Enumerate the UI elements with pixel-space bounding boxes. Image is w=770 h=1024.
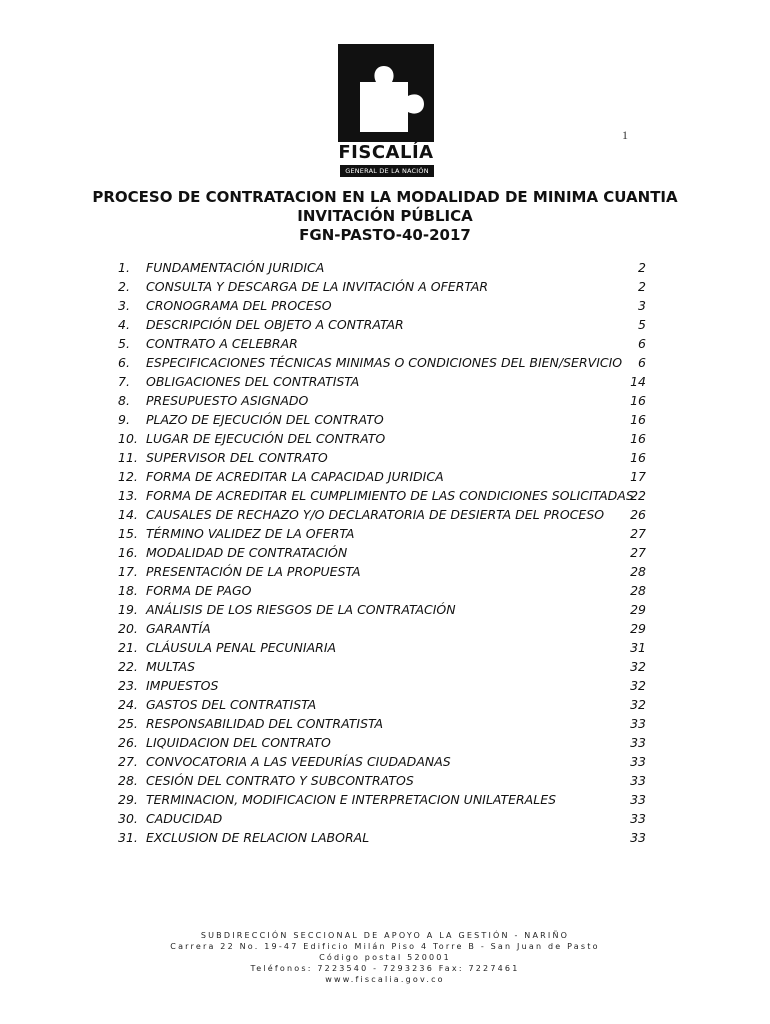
toc-item [118, 638, 646, 657]
toc-label: DESCRIPCIÓN DEL OBJETO A CONTRATAR [146, 317, 404, 332]
toc-page-number: 27 [630, 545, 646, 560]
toc-label: CAUSALES DE RECHAZO Y/O DECLARATORIA DE DESIERTA DEL PROCESO [146, 507, 605, 522]
toc-number: 16. [118, 545, 138, 560]
toc-page-number: 5 [638, 317, 646, 332]
toc-item [118, 600, 646, 619]
toc-number: 4. [118, 317, 130, 332]
toc-number: 20. [118, 621, 138, 636]
toc-page-number: 26 [630, 507, 646, 522]
toc-label: CESIÓN DEL CONTRATO Y SUBCONTRATOS [146, 773, 414, 788]
toc-page-number: 14 [630, 374, 646, 389]
toc-page-number: 16 [630, 412, 646, 427]
toc-page-number: 32 [630, 697, 646, 712]
toc-label: FUNDAMENTACIÓN JURIDICA [146, 260, 325, 275]
toc-number: 14. [118, 507, 138, 522]
toc-label: MULTAS [146, 659, 196, 674]
toc-item [118, 562, 646, 581]
toc-page-number: 6 [638, 336, 646, 351]
toc-number: 22. [118, 659, 138, 674]
toc-page-number: 28 [630, 564, 646, 579]
toc-number: 9. [118, 412, 130, 427]
toc-number: 2. [118, 279, 130, 294]
toc-number: 31. [118, 830, 138, 845]
toc-number: 12. [118, 469, 138, 484]
toc-item [118, 752, 646, 771]
toc-number: 15. [118, 526, 138, 541]
toc-label: ANÁLISIS DE LOS RIESGOS DE LA CONTRATACIÓN [146, 602, 456, 617]
toc-page-number: 27 [630, 526, 646, 541]
toc-item [118, 809, 646, 828]
toc-label: OBLIGACIONES DEL CONTRATISTA [146, 374, 360, 389]
toc-item [118, 505, 646, 524]
toc-page-number: 33 [630, 716, 646, 731]
toc-number: 8. [118, 393, 130, 408]
toc-item [118, 296, 646, 315]
toc-label: PRESUPUESTO ASIGNADO [146, 393, 309, 408]
document-title: PROCESO DE CONTRATACION EN LA MODALIDAD DE MINIMA CUANTIA [92, 188, 678, 206]
toc-label: RESPONSABILIDAD DEL CONTRATISTA [146, 716, 384, 731]
toc-number: 24. [118, 697, 138, 712]
toc-label: TÉRMINO VALIDEZ DE LA OFERTA [146, 526, 355, 541]
toc-item [118, 467, 646, 486]
brand-name: FISCALÍA [338, 142, 434, 163]
toc-item [118, 353, 646, 372]
toc-page-number: 33 [630, 773, 646, 788]
footer-office: SUBDIRECCIÓN SECCIONAL DE APOYO A LA GESTIÓN - NARIÑO [200, 931, 570, 940]
toc-label: LIQUIDACION DEL CONTRATO [146, 735, 331, 750]
toc-number: 1. [118, 260, 130, 275]
toc-page-number: 33 [630, 830, 646, 845]
toc-label: CONVOCATORIA A LAS VEEDURÍAS CIUDADANAS [146, 754, 451, 769]
toc-item [118, 315, 646, 334]
toc-label: EXCLUSION DE RELACION LABORAL [146, 830, 370, 845]
toc-item [118, 581, 646, 600]
toc-label: CRONOGRAMA DEL PROCESO [146, 298, 332, 313]
toc-item [118, 543, 646, 562]
toc-number: 7. [118, 374, 130, 389]
toc-number: 21. [118, 640, 138, 655]
toc-item [118, 714, 646, 733]
toc-item [118, 828, 646, 847]
toc-page-number: 32 [630, 659, 646, 674]
toc-page-number: 28 [630, 583, 646, 598]
toc-page-number: 16 [630, 393, 646, 408]
toc-page-number: 17 [630, 469, 646, 484]
toc-item [118, 676, 646, 695]
toc-page-number: 33 [630, 792, 646, 807]
toc-label: PRESENTACIÓN DE LA PROPUESTA [146, 564, 361, 579]
toc-label: GASTOS DEL CONTRATISTA [146, 697, 317, 712]
toc-item [118, 524, 646, 543]
toc-item [118, 448, 646, 467]
toc-label: TERMINACION, MODIFICACION E INTERPRETACION UNILATERALES [146, 792, 557, 807]
footer-postal-code: Código postal 520001 [319, 953, 451, 962]
toc-number: 27. [118, 754, 138, 769]
toc-number: 25. [118, 716, 138, 731]
toc-number: 26. [118, 735, 138, 750]
toc-item [118, 258, 646, 277]
toc-number: 29. [118, 792, 138, 807]
toc-number: 10. [118, 431, 138, 446]
toc-number: 19. [118, 602, 138, 617]
toc-page-number: 33 [630, 754, 646, 769]
toc-page-number: 16 [630, 450, 646, 465]
toc-number: 13. [118, 488, 138, 503]
toc-label: GARANTÍA [146, 621, 211, 636]
toc-page-number: 29 [630, 621, 646, 636]
toc-label: MODALIDAD DE CONTRATACIÓN [146, 545, 348, 560]
toc-label: PLAZO DE EJECUCIÓN DEL CONTRATO [146, 412, 384, 427]
toc-item [118, 790, 646, 809]
toc-page-number: 32 [630, 678, 646, 693]
toc-page-number: 29 [630, 602, 646, 617]
toc-label: CLÁUSULA PENAL PECUNIARIA [146, 640, 337, 655]
toc-item [118, 410, 646, 429]
toc-number: 23. [118, 678, 138, 693]
toc-page-number: 6 [638, 355, 646, 370]
toc-item [118, 277, 646, 296]
toc-label: FORMA DE PAGO [146, 583, 252, 598]
toc-item [118, 695, 646, 714]
toc-item [118, 619, 646, 638]
toc-item [118, 391, 646, 410]
toc-label: CONTRATO A CELEBRAR [146, 336, 298, 351]
toc-number: 6. [118, 355, 130, 370]
toc-number: 3. [118, 298, 130, 313]
brand-subtitle: GENERAL DE LA NACIÓN [340, 165, 434, 177]
toc-page-number: 2 [638, 260, 646, 275]
toc-page-number: 2 [638, 279, 646, 294]
page-number: 1 [622, 128, 628, 142]
toc-label: CADUCIDAD [146, 811, 223, 826]
footer-website[interactable]: www.fiscalia.gov.co [325, 975, 445, 984]
toc-label: ESPECIFICACIONES TÉCNICAS MINIMAS O CONDICIONES DEL BIEN/SERVICIO [146, 355, 623, 370]
toc-item [118, 657, 646, 676]
toc-label: CONSULTA Y DESCARGA DE LA INVITACIÓN A OFERTAR [146, 279, 489, 294]
toc-page-number: 3 [638, 298, 646, 313]
toc-label: LUGAR DE EJECUCIÓN DEL CONTRATO [146, 431, 386, 446]
toc-page-number: 33 [630, 735, 646, 750]
toc-page-number: 33 [630, 811, 646, 826]
toc-label: IMPUESTOS [146, 678, 219, 693]
puzzle-piece-icon [338, 44, 434, 142]
toc-item [118, 771, 646, 790]
toc-number: 17. [118, 564, 138, 579]
table-of-contents [118, 258, 646, 847]
toc-item [118, 334, 646, 353]
toc-number: 18. [118, 583, 138, 598]
toc-item [118, 733, 646, 752]
document-code: FGN-PASTO-40-2017 [299, 226, 471, 244]
document-subtitle: INVITACIÓN PÚBLICA [297, 207, 473, 225]
toc-number: 28. [118, 773, 138, 788]
toc-label: SUPERVISOR DEL CONTRATO [146, 450, 328, 465]
toc-label: FORMA DE ACREDITAR LA CAPACIDAD JURIDICA [146, 469, 444, 484]
toc-page-number: 22 [630, 488, 646, 503]
toc-page-number: 31 [630, 640, 646, 655]
toc-number: 30. [118, 811, 138, 826]
toc-number: 5. [118, 336, 130, 351]
toc-page-number: 16 [630, 431, 646, 446]
toc-number: 11. [118, 450, 138, 465]
toc-item [118, 372, 646, 391]
toc-item [118, 486, 646, 505]
footer-address: Carrera 22 No. 19-47 Edificio Milán Piso 4 Torre B - San Juan de Pasto [170, 942, 600, 951]
footer-phones: Teléfonos: 7223540 - 7293236 Fax: 7227461 [250, 964, 520, 973]
toc-label: FORMA DE ACREDITAR EL CUMPLIMIENTO DE LAS CONDICIONES SOLICITADAS [146, 488, 634, 503]
toc-item [118, 429, 646, 448]
